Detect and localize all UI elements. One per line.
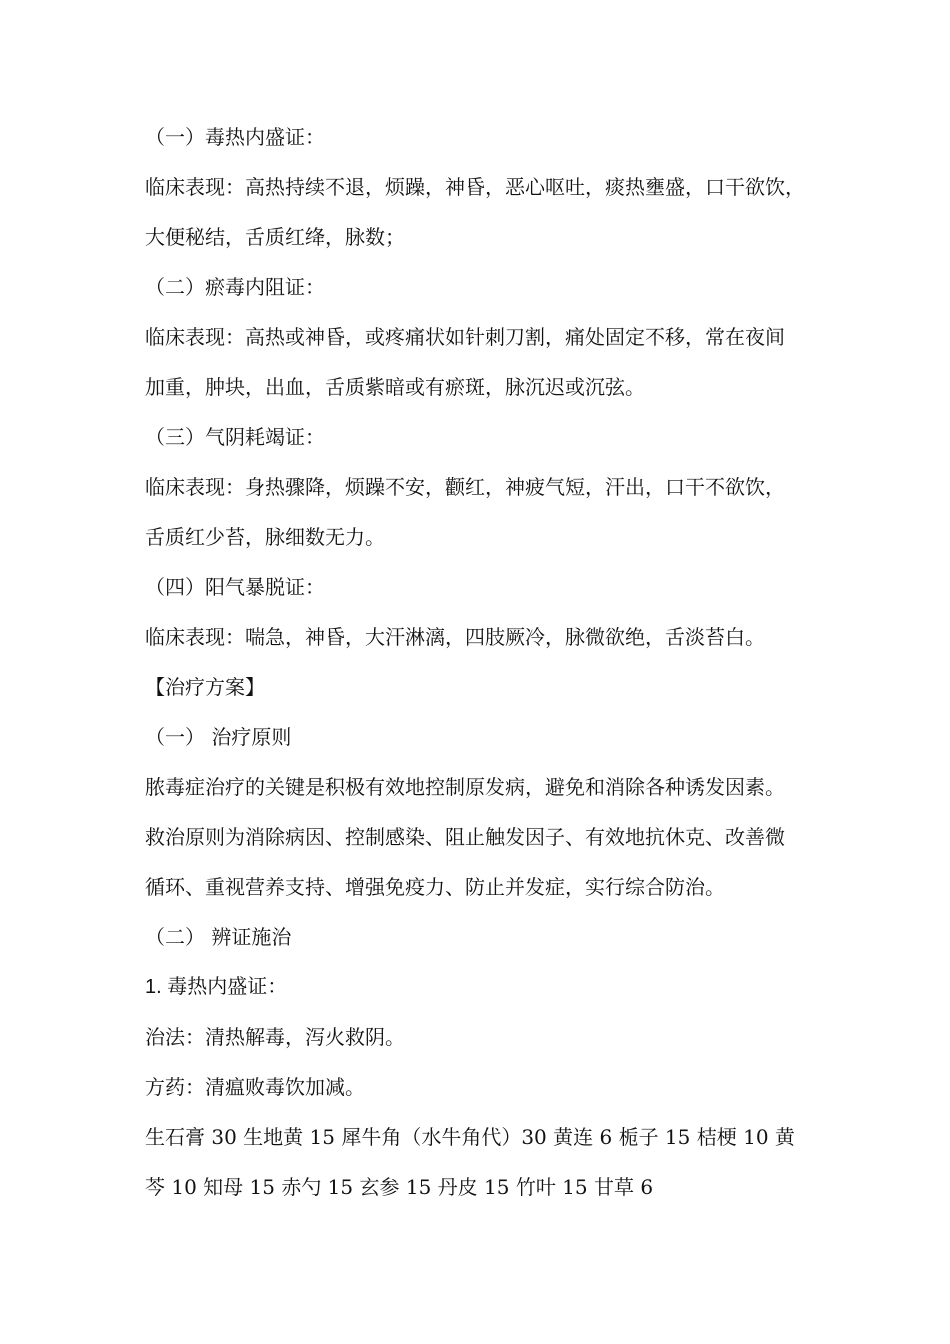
treatment-method: 治法：清热解毒，泻火救阴。 [145,1025,405,1049]
heading-qi-yin-exhaustion-syndrome: （三）气阴耗竭证： [145,425,325,449]
section-heading-treatment-plan: 【治疗方案】 [145,675,265,699]
paragraph-line: 加重，肿块，出血，舌质紫暗或有瘀斑，脉沉迟或沉弦。 [145,375,645,399]
paragraph-line: 救治原则为消除病因、控制感染、阻止触发因子、有效地抗休克、改善微 [145,825,785,849]
subheading-syndrome-treatment: （二） 辨证施治 [145,925,292,949]
paragraph-line: 大便秘结，舌质红绛，脉数； [145,225,405,249]
paragraph-line: 临床表现：高热或神昏，或疼痛状如针刺刀割，痛处固定不移，常在夜间 [145,325,785,349]
prescription: 方药：清瘟败毒饮加减。 [145,1075,365,1099]
heading-stasis-toxin-syndrome: （二）瘀毒内阻证： [145,275,325,299]
paragraph-line: 临床表现：高热持续不退，烦躁，神昏，恶心呕吐，痰热壅盛，口干欲饮， [145,175,805,199]
paragraph-line: 循环、重视营养支持、增强免疫力、防止并发症，实行综合防治。 [145,875,725,899]
herb-list-line: 生石膏 30 生地黄 15 犀牛角（水牛角代）30 黄连 6 栀子 15 桔梗 10 黄 [145,1125,795,1149]
paragraph-line: 临床表现：喘急，神昏，大汗淋漓，四肢厥冷，脉微欲绝，舌淡苔白。 [145,625,765,649]
herb-list-line: 芩 10 知母 15 赤勺 15 玄参 15 丹皮 15 竹叶 15 甘草 6 [145,1175,654,1199]
subheading-treatment-principles: （一） 治疗原则 [145,725,292,749]
numbered-heading-toxic-heat: 1. 毒热内盛证： [145,976,288,998]
paragraph-line: 临床表现：身热骤降，烦躁不安，颧红，神疲气短，汗出，口干不欲饮， [145,475,785,499]
paragraph-line: 舌质红少苔，脉细数无力。 [145,525,385,549]
heading-yang-collapse-syndrome: （四）阳气暴脱证： [145,575,325,599]
heading-toxic-heat-syndrome: （一）毒热内盛证： [145,125,325,149]
paragraph-line: 脓毒症治疗的关键是积极有效地控制原发病，避免和消除各种诱发因素。 [145,775,785,799]
